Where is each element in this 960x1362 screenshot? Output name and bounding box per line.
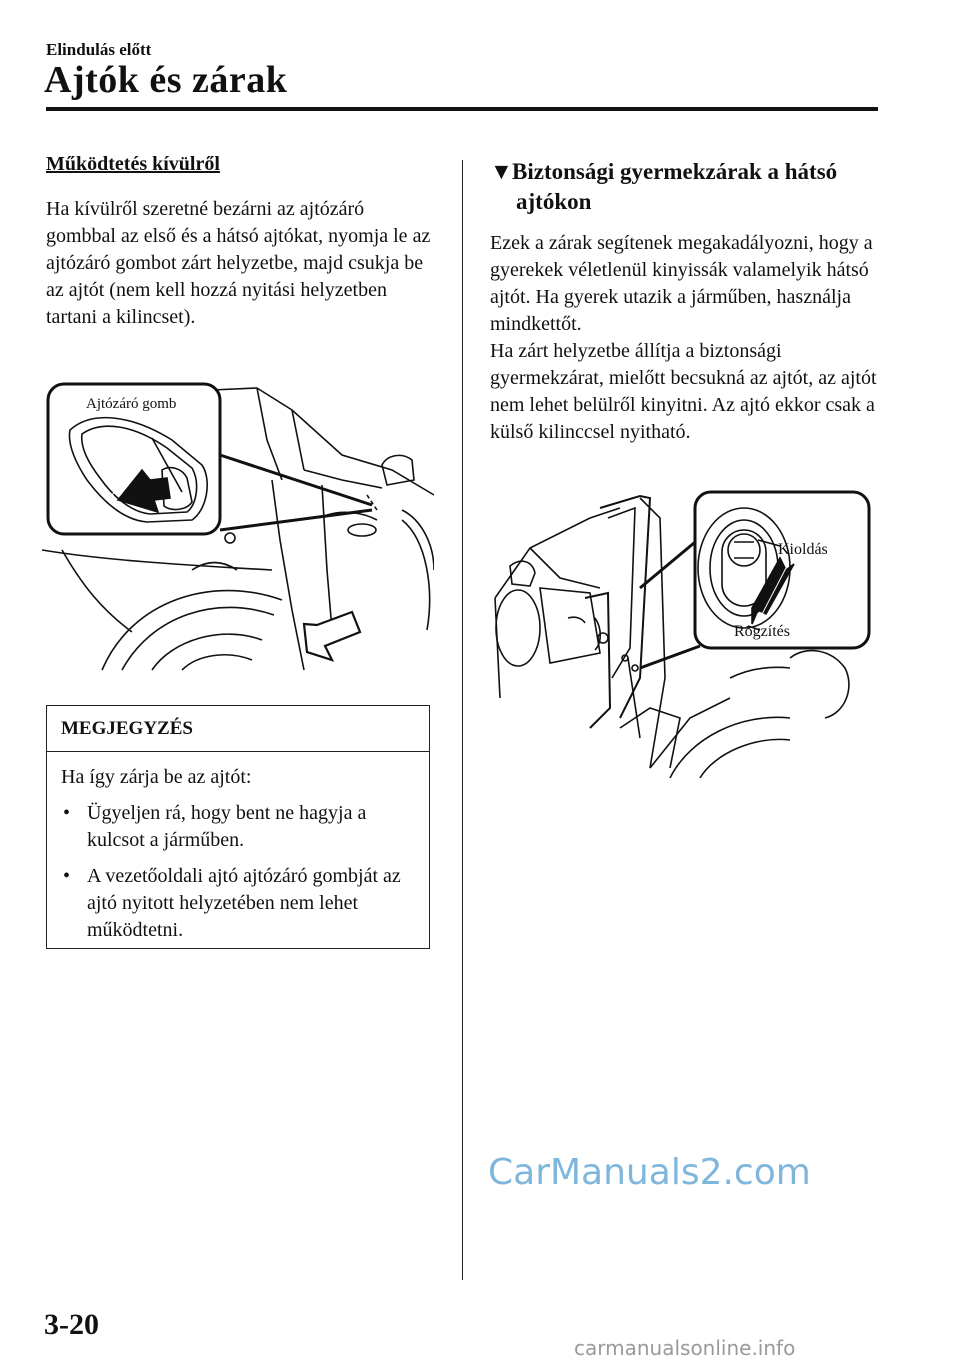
- left-paragraph: Ha kívülről szeretné bezárni az ajtózáró gombbal az első és a hátsó ajtókat, nyomja le az ajtózáró gombot zárt helyzetbe, majd csukja be az ajtót (nem kell hozzá nyitási helyzetben tartani a kilincset).: [46, 198, 431, 328]
- child-lock-heading: [490, 157, 880, 217]
- page-title: Ajtók és zárak: [44, 59, 288, 101]
- column-divider: [462, 160, 463, 1280]
- section-label: Elindulás előtt: [46, 40, 152, 59]
- door-lock-illustration: [42, 370, 434, 672]
- bullet-dot-icon: •: [63, 865, 71, 887]
- note-box: [46, 705, 430, 949]
- watermark-logo: CarManuals2.com: [488, 1152, 811, 1193]
- note-title: MEGJEGYZÉS: [47, 706, 429, 752]
- note-bullet-text: Ügyeljen rá, hogy bent ne hagyja a kulcsot a járműben.: [87, 802, 367, 851]
- child-lock-illustration: [490, 478, 880, 778]
- right-paragraph-2: Ha zárt helyzetbe állítja a biztonsági gyermekzárat, mielőtt becsukná az ajtót, az ajtót nem lehet belülről kinyitni. Az ajtó ekkor csak a külső kilinccsel nyitható.: [490, 340, 877, 443]
- heading-line-2: ajtókon: [516, 189, 592, 214]
- note-bullet-text: A vezetőoldali ajtó ajtózáró gombját az ajtó nyitott helyzetében nem lehet működtetni.: [87, 865, 401, 941]
- heading-line-1: Biztonsági gyermekzárak a hátsó: [512, 159, 838, 184]
- header-divider: [46, 107, 878, 111]
- watermark-footer: carmanualsonline.info: [574, 1336, 796, 1360]
- right-paragraphs: [490, 230, 882, 446]
- right-paragraph-1: Ezek a zárak segítenek megakadályozni, hogy a gyerekek véletlenül kinyissák valamelyik hátsó ajtót. Ha gyerek utazik a járműben, használja mindkettőt.: [490, 232, 873, 335]
- release-label: Kioldás: [778, 541, 828, 558]
- note-body: [61, 764, 421, 953]
- note-bullet: [61, 863, 421, 944]
- bullet-dot-icon: •: [63, 802, 71, 824]
- note-intro: Ha így zárja be az ajtót:: [61, 766, 252, 788]
- note-bullet: [61, 800, 421, 854]
- lock-label: Rögzítés: [734, 623, 790, 640]
- page-number: 3-20: [44, 1308, 99, 1341]
- triangle-down-icon: ▼: [490, 159, 513, 184]
- lock-knob-label: Ajtózáró gomb: [86, 396, 177, 412]
- subheading-outside-operation: Működtetés kívülről: [46, 153, 220, 175]
